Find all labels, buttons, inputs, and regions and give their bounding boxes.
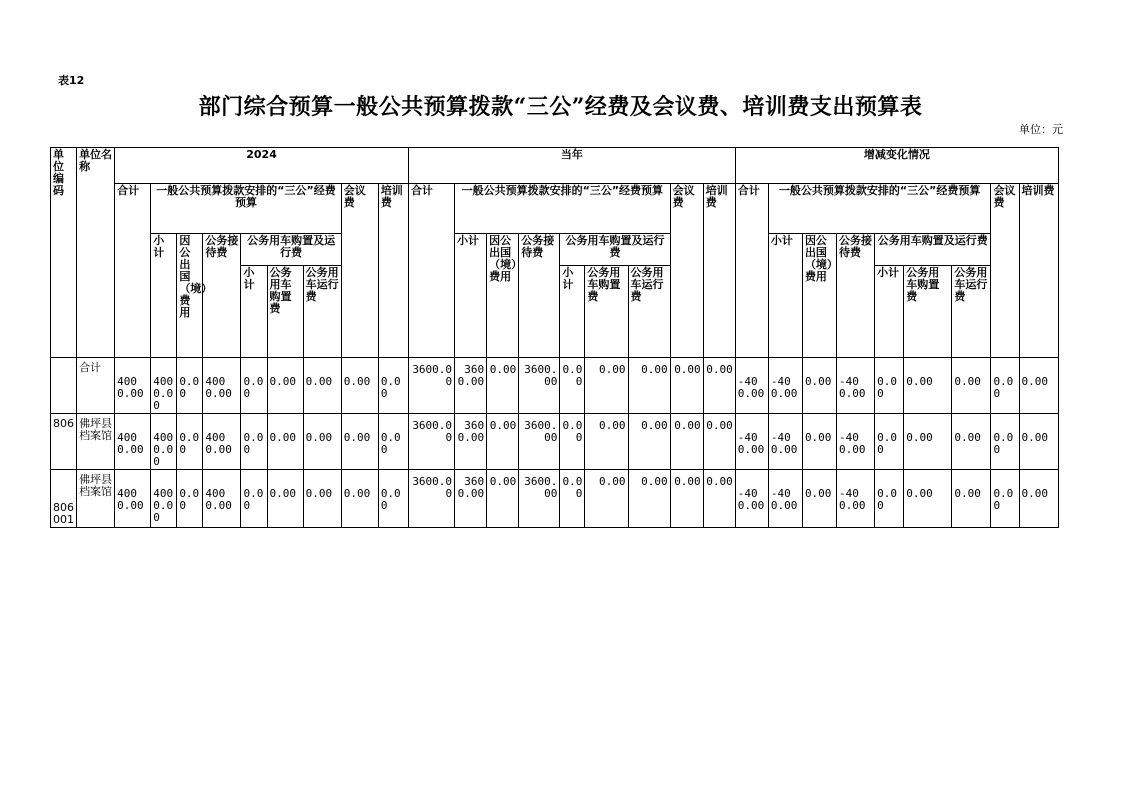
header-car: 公务用车购置及运行费 (560, 234, 670, 266)
cell-current-6: 0.00 (628, 414, 670, 470)
cell-y2024-2: 0.00 (177, 358, 203, 414)
header-training: 培训费 (1019, 184, 1058, 358)
row-code: 806 (51, 414, 77, 470)
header-sangong: 一般公共预算拨款安排的“三公”经费预算 (151, 184, 341, 234)
cell-change-1: -400.00 (768, 414, 802, 470)
header-group-current: 当年 (408, 148, 735, 184)
cell-current-1: 3600.00 (455, 414, 487, 470)
cell-change-7: 0.00 (991, 470, 1019, 528)
cell-change-1: -400.00 (768, 358, 802, 414)
header-name: 单位名称 (77, 148, 115, 358)
header-group-change: 增减变化情况 (735, 148, 1058, 184)
cell-current-6: 0.00 (628, 470, 670, 528)
cell-y2024-5: 0.00 (267, 414, 303, 470)
cell-current-3: 3600.00 (519, 358, 560, 414)
cell-y2024-8: 0.00 (378, 470, 408, 528)
cell-change-2: 0.00 (802, 358, 836, 414)
cell-current-2: 0.00 (487, 358, 519, 414)
cell-current-5: 0.00 (585, 470, 628, 528)
header-reception: 公务接待费 (837, 234, 875, 358)
cell-change-0: -400.00 (735, 414, 768, 470)
cell-y2024-7: 0.00 (341, 470, 378, 528)
header-subtotal: 小计 (151, 234, 177, 358)
header-car-purchase: 公务用车购置费 (267, 266, 303, 358)
table-number: 表12 (58, 74, 85, 87)
cell-y2024-3: 4000.00 (203, 358, 241, 414)
header-car-purchase: 公务用车购置费 (904, 266, 952, 358)
cell-current-1: 3600.00 (455, 358, 487, 414)
cell-current-2: 0.00 (487, 470, 519, 528)
header-car-operation: 公务用车运行费 (628, 266, 670, 358)
cell-y2024-7: 0.00 (341, 358, 378, 414)
cell-change-0: -400.00 (735, 358, 768, 414)
cell-y2024-0: 4000.00 (115, 470, 151, 528)
table-row (51, 358, 1059, 414)
cell-current-7: 0.00 (670, 358, 703, 414)
header-sangong: 一般公共预算拨款安排的“三公”经费预算 (455, 184, 671, 234)
cell-y2024-2: 0.00 (177, 470, 203, 528)
cell-y2024-4: 0.00 (241, 470, 267, 528)
header-subtotal: 小计 (560, 266, 585, 358)
cell-current-0: 3600.00 (408, 414, 454, 470)
header-total: 合计 (408, 184, 454, 358)
cell-y2024-6: 0.00 (303, 414, 341, 470)
cell-change-5: 0.00 (904, 470, 952, 528)
cell-current-1: 3600.00 (455, 470, 487, 528)
cell-change-4: 0.00 (875, 414, 904, 470)
cell-current-6: 0.00 (628, 358, 670, 414)
cell-current-8: 0.00 (703, 358, 735, 414)
cell-y2024-7: 0.00 (341, 414, 378, 470)
cell-change-4: 0.00 (875, 358, 904, 414)
header-subtotal: 小计 (241, 266, 267, 358)
table-row (51, 414, 1059, 470)
cell-y2024-2: 0.00 (177, 414, 203, 470)
header-training: 培训费 (703, 184, 735, 358)
cell-y2024-5: 0.00 (267, 470, 303, 528)
cell-y2024-4: 0.00 (241, 414, 267, 470)
cell-y2024-3: 4000.00 (203, 470, 241, 528)
header-subtotal: 小计 (455, 234, 487, 358)
cell-change-8: 0.00 (1019, 358, 1058, 414)
cell-y2024-3: 4000.00 (203, 414, 241, 470)
header-abroad: 因公出国（境）费用 (177, 234, 203, 358)
header-group-2024: 2024 (115, 148, 409, 184)
cell-change-6: 0.00 (952, 414, 991, 470)
cell-y2024-0: 4000.00 (115, 414, 151, 470)
cell-change-6: 0.00 (952, 358, 991, 414)
cell-y2024-4: 0.00 (241, 358, 267, 414)
row-name: 合计 (77, 358, 115, 414)
header-subtotal: 小计 (768, 234, 802, 358)
cell-current-8: 0.00 (703, 470, 735, 528)
cell-current-0: 3600.00 (408, 470, 454, 528)
cell-y2024-8: 0.00 (378, 414, 408, 470)
unit-label: 单位：元 (1019, 123, 1063, 136)
row-code: 806001 (51, 470, 77, 528)
data-rows (51, 358, 1059, 528)
cell-current-8: 0.00 (703, 414, 735, 470)
cell-change-2: 0.00 (802, 470, 836, 528)
page-title: 部门综合预算一般公共预算拨款“三公”经费及会议费、培训费支出预算表 (198, 94, 923, 120)
cell-y2024-1: 4000.00 (151, 414, 177, 470)
table-row (51, 470, 1059, 528)
header-car-operation: 公务用车运行费 (952, 266, 991, 358)
cell-change-3: -400.00 (837, 358, 875, 414)
header-car: 公务用车购置及运行费 (241, 234, 341, 266)
cell-change-7: 0.00 (991, 358, 1019, 414)
cell-change-5: 0.00 (904, 358, 952, 414)
cell-y2024-6: 0.00 (303, 358, 341, 414)
cell-change-1: -400.00 (768, 470, 802, 528)
header-total: 合计 (735, 184, 768, 358)
cell-current-2: 0.00 (487, 414, 519, 470)
header-abroad: 因公出国（境）费用 (487, 234, 519, 358)
header-training: 培训费 (378, 184, 408, 358)
row-name: 佛坪县档案馆 (77, 470, 115, 528)
cell-y2024-6: 0.00 (303, 470, 341, 528)
header-meeting: 会议费 (341, 184, 378, 358)
cell-change-3: -400.00 (837, 470, 875, 528)
cell-current-5: 0.00 (585, 414, 628, 470)
cell-change-7: 0.00 (991, 414, 1019, 470)
cell-current-4: 0.00 (560, 470, 585, 528)
row-code (51, 358, 77, 414)
cell-change-8: 0.00 (1019, 470, 1058, 528)
cell-current-7: 0.00 (670, 414, 703, 470)
row-name: 佛坪县档案馆 (77, 414, 115, 470)
header-code: 单位编码 (51, 148, 77, 358)
header-total: 合计 (115, 184, 151, 358)
cell-current-3: 3600.00 (519, 470, 560, 528)
header-meeting: 会议费 (670, 184, 703, 358)
header-car-operation: 公务用车运行费 (303, 266, 341, 358)
cell-change-5: 0.00 (904, 414, 952, 470)
header-reception: 公务接待费 (519, 234, 560, 358)
budget-table (50, 147, 1059, 528)
cell-y2024-8: 0.00 (378, 358, 408, 414)
header-car-purchase: 公务用车购置费 (585, 266, 628, 358)
cell-change-8: 0.00 (1019, 414, 1058, 470)
cell-change-6: 0.00 (952, 470, 991, 528)
cell-change-4: 0.00 (875, 470, 904, 528)
cell-y2024-1: 4000.00 (151, 358, 177, 414)
cell-change-2: 0.00 (802, 414, 836, 470)
cell-change-3: -400.00 (837, 414, 875, 470)
cell-current-0: 3600.00 (408, 358, 454, 414)
header-abroad: 因公出国（境）费用 (802, 234, 836, 358)
header-reception: 公务接待费 (203, 234, 241, 358)
header-meeting: 会议费 (991, 184, 1019, 358)
cell-change-0: -400.00 (735, 470, 768, 528)
cell-current-3: 3600.00 (519, 414, 560, 470)
cell-y2024-0: 4000.00 (115, 358, 151, 414)
cell-current-4: 0.00 (560, 358, 585, 414)
header-sangong: 一般公共预算拨款安排的“三公”经费预算 (768, 184, 991, 234)
cell-current-5: 0.00 (585, 358, 628, 414)
cell-y2024-5: 0.00 (267, 358, 303, 414)
header-subtotal: 小计 (875, 266, 904, 358)
header-car: 公务用车购置及运行费 (875, 234, 991, 266)
cell-current-7: 0.00 (670, 470, 703, 528)
cell-current-4: 0.00 (560, 414, 585, 470)
cell-y2024-1: 4000.00 (151, 470, 177, 528)
